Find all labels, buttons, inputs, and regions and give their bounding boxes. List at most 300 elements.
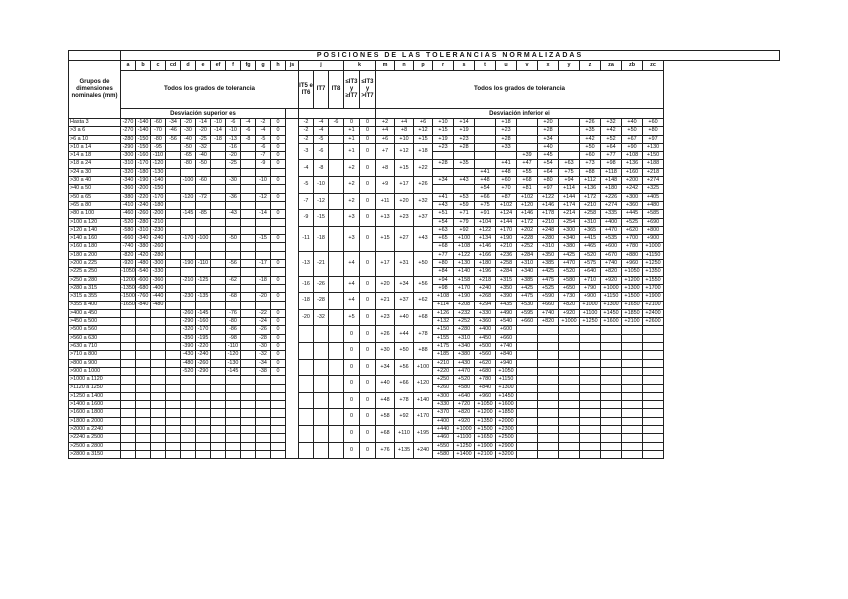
table-row [69, 61, 780, 71]
lower-dev-y: +63 [559, 160, 580, 168]
upper-dev-e [196, 243, 211, 251]
lower-dev-u: +600 [496, 326, 517, 334]
tolerance-table-sheet [68, 50, 780, 547]
lower-dev-r: +250 [433, 376, 454, 384]
lower-dev-t: +360 [475, 318, 496, 326]
upper-dev-a [121, 384, 136, 392]
upper-dev-fg [241, 376, 256, 384]
size-range: >1000 a 1120 [69, 376, 121, 384]
upper-dev-e [196, 168, 211, 176]
lower-dev-t [475, 135, 496, 143]
lower-dev-z: +1250 [580, 318, 601, 326]
upper-dev-cd [166, 276, 181, 284]
lower-dev-zc: +900 [643, 235, 664, 243]
j-dev: -18 [299, 293, 314, 310]
lower-dev-x: +146 [538, 201, 559, 209]
table-row [69, 409, 780, 417]
j-dev [329, 276, 344, 293]
upper-dev-fg: -8 [241, 135, 256, 143]
lower-dev-z: +35 [580, 127, 601, 135]
mnp-dev: +34 [376, 359, 395, 376]
size-range: >315 a 355 [69, 293, 121, 301]
it-grade-j: IT8 [329, 71, 344, 109]
mnp-dev: +110 [395, 425, 414, 442]
upper-dev-e [196, 409, 211, 417]
upper-dev-b: -280 [136, 218, 151, 226]
upper-dev-fg [241, 434, 256, 442]
size-range: >2240 a 2500 [69, 434, 121, 442]
lower-dev-u: +490 [496, 309, 517, 317]
lower-dev-s [454, 185, 475, 193]
upper-dev-cd [166, 177, 181, 185]
lower-dev-v [517, 143, 538, 151]
lower-dev-r [433, 168, 454, 176]
upper-dev-b [136, 384, 151, 392]
table-row [69, 376, 780, 384]
upper-dev-ef [211, 243, 226, 251]
upper-dev-a: -300 [121, 152, 136, 160]
lower-dev-s: +100 [454, 235, 475, 243]
lower-dev-zc: +130 [643, 143, 664, 151]
size-range: >1400 a 1600 [69, 401, 121, 409]
lower-dev-y: +1000 [559, 318, 580, 326]
upper-dev-e [196, 201, 211, 209]
mnp-dev: +135 [395, 442, 414, 459]
lower-dev-zc: +1550 [643, 276, 664, 284]
upper-dev-c: -80 [151, 135, 166, 143]
lower-dev-u: +315 [496, 276, 517, 284]
mnp-dev: +22 [414, 160, 433, 177]
lower-dev-z: +900 [580, 293, 601, 301]
upper-dev-fg [241, 160, 256, 168]
lower-dev-zc: +2600 [643, 318, 664, 326]
lower-dev-t: +91 [475, 210, 496, 218]
upper-dev-b [136, 401, 151, 409]
lower-dev-x: +34 [538, 135, 559, 143]
lower-dev-y [559, 152, 580, 160]
mnp-dev: +15 [395, 160, 414, 177]
upper-dev-e: -50 [196, 160, 211, 168]
lower-dev-z: +520 [580, 251, 601, 259]
upper-dev-fg [241, 210, 256, 218]
j-dev: -7 [299, 193, 314, 210]
upper-dev-h: 0 [271, 152, 286, 160]
upper-dev-h [271, 417, 286, 425]
upper-dev-fg [241, 177, 256, 185]
lower-dev-s: +170 [454, 284, 475, 292]
table-row [69, 177, 780, 185]
upper-dev-d [181, 218, 196, 226]
group-header: Grupos de dimensiones nominales (mm) [69, 61, 121, 119]
lower-dev-za [601, 434, 622, 442]
upper-dev-e: -20 [196, 127, 211, 135]
j-dev [299, 392, 314, 409]
lower-dev-za [601, 326, 622, 334]
lower-dev-x [538, 425, 559, 433]
j-dev: -4 [299, 160, 314, 177]
upper-dev-d [181, 301, 196, 309]
upper-dev-ef [211, 218, 226, 226]
lower-dev-t: +960 [475, 392, 496, 400]
upper-dev-ef [211, 226, 226, 234]
upper-dev-fg [241, 351, 256, 359]
lower-dev-s: +23 [454, 135, 475, 143]
upper-dev-f: -86 [226, 326, 241, 334]
upper-dev-b: -170 [136, 160, 151, 168]
upper-dev-d [181, 392, 196, 400]
lower-dev-z [580, 392, 601, 400]
j-dev [299, 326, 314, 343]
mnp-dev: +12 [395, 143, 414, 160]
upper-dev-ef [211, 367, 226, 375]
k-dev: 0 [360, 210, 376, 227]
upper-dev-f [226, 434, 241, 442]
upper-dev-g: -5 [256, 135, 271, 143]
upper-dev-d: -20 [181, 119, 196, 127]
upper-dev-cd [166, 235, 181, 243]
lower-dev-y [559, 359, 580, 367]
upper-dev-d [181, 409, 196, 417]
upper-dev-f [226, 226, 241, 234]
lower-dev-zb: +50 [622, 127, 643, 135]
upper-dev-d: -170 [181, 235, 196, 243]
upper-dev-cd: -56 [166, 135, 181, 143]
lower-dev-zc: +150 [643, 152, 664, 160]
upper-dev-b: -150 [136, 135, 151, 143]
lower-dev-z [580, 409, 601, 417]
lower-dev-zb: +1650 [622, 301, 643, 309]
lower-dev-z: +415 [580, 235, 601, 243]
upper-dev-cd: -34 [166, 119, 181, 127]
lower-dev-r: +400 [433, 417, 454, 425]
lower-dev-r: +65 [433, 235, 454, 243]
upper-dev-h [271, 409, 286, 417]
lower-dev-t: +560 [475, 351, 496, 359]
upper-dev-c [151, 442, 166, 450]
upper-dev-a: -580 [121, 226, 136, 234]
upper-dev-f: -80 [226, 318, 241, 326]
upper-dev-d: -290 [181, 318, 196, 326]
upper-dev-f: -62 [226, 276, 241, 284]
k-dev: +1 [344, 143, 360, 160]
lower-dev-za: +226 [601, 193, 622, 201]
lower-dev-z: +60 [580, 152, 601, 160]
lower-dev-y: +144 [559, 193, 580, 201]
upper-dev-f: -6 [226, 119, 241, 127]
lower-dev-r: +440 [433, 425, 454, 433]
table-row [69, 127, 780, 135]
upper-dev-fg: -6 [241, 127, 256, 135]
lower-dev-y [559, 376, 580, 384]
mnp-dev: +170 [414, 409, 433, 426]
letter-z: z [580, 61, 601, 71]
upper-dev-cd [166, 160, 181, 168]
lower-dev-r: +15 [433, 127, 454, 135]
upper-dev-d: -145 [181, 210, 196, 218]
upper-dev-d [181, 243, 196, 251]
upper-dev-f [226, 251, 241, 259]
lower-dev-v [517, 119, 538, 127]
lower-dev-z [580, 442, 601, 450]
lower-dev-r: +220 [433, 367, 454, 375]
size-range: >1250 a 1400 [69, 392, 121, 400]
lower-dev-zc: +1000 [643, 243, 664, 251]
upper-dev-h [271, 376, 286, 384]
upper-dev-ef [211, 185, 226, 193]
lower-dev-u: +124 [496, 210, 517, 218]
lower-dev-v [517, 351, 538, 359]
lower-dev-r: +132 [433, 318, 454, 326]
lower-dev-s: +35 [454, 160, 475, 168]
lower-dev-z [580, 326, 601, 334]
upper-dev-c: -200 [151, 210, 166, 218]
lower-dev-zb [622, 450, 643, 458]
lower-dev-s: +130 [454, 260, 475, 268]
lower-dev-zb: +90 [622, 143, 643, 151]
it-grade-j: IT5 e IT6 [299, 71, 314, 109]
lower-dev-za: +52 [601, 135, 622, 143]
lower-dev-r: +108 [433, 293, 454, 301]
lower-dev-x: +820 [538, 318, 559, 326]
size-range: >80 a 100 [69, 210, 121, 218]
upper-dev-b: -140 [136, 127, 151, 135]
k-dev: 0 [344, 343, 360, 360]
lower-dev-s: +14 [454, 119, 475, 127]
k-dev: 0 [360, 119, 376, 127]
size-range: >450 a 500 [69, 318, 121, 326]
lower-dev-z [580, 343, 601, 351]
lower-dev-zb: +108 [622, 152, 643, 160]
lower-dev-r: +185 [433, 351, 454, 359]
k-dev: 0 [360, 226, 376, 251]
upper-dev-h: 0 [271, 135, 286, 143]
k-dev: +3 [344, 210, 360, 227]
k-dev: 0 [344, 326, 360, 343]
upper-dev-g: -20 [256, 293, 271, 301]
lower-dev-x [538, 351, 559, 359]
upper-dev-f: -130 [226, 359, 241, 367]
mnp-dev: +31 [395, 251, 414, 276]
lower-dev-x: +28 [538, 127, 559, 135]
letter-x: x [538, 61, 559, 71]
mnp-dev: +195 [414, 425, 433, 442]
upper-dev-cd [166, 201, 181, 209]
lower-dev-zb [622, 434, 643, 442]
upper-dev-g [256, 442, 271, 450]
lower-dev-v: +284 [517, 251, 538, 259]
letter-m: m [376, 61, 395, 71]
j-dev [329, 409, 344, 426]
upper-dev-cd [166, 409, 181, 417]
upper-dev-g: -14 [256, 210, 271, 218]
lower-dev-z: +112 [580, 177, 601, 185]
upper-dev-g [256, 434, 271, 442]
lower-dev-zb: +200 [622, 177, 643, 185]
upper-dev-ef [211, 268, 226, 276]
upper-dev-e: -40 [196, 152, 211, 160]
upper-dev-fg [241, 450, 256, 458]
lower-dev-zc: +1250 [643, 260, 664, 268]
letter-g: g [256, 61, 271, 71]
lower-dev-zc [643, 334, 664, 342]
lower-dev-t: +294 [475, 301, 496, 309]
lower-dev-u: +48 [496, 168, 517, 176]
upper-dev-e: -290 [196, 367, 211, 375]
upper-dev-b: -200 [136, 185, 151, 193]
size-range: >280 a 315 [69, 284, 121, 292]
mnp-dev: +68 [376, 425, 395, 442]
lower-dev-v: +39 [517, 152, 538, 160]
lower-dev-y [559, 343, 580, 351]
upper-dev-fg [241, 392, 256, 400]
k-dev: +3 [344, 226, 360, 251]
upper-dev-ef [211, 143, 226, 151]
upper-dev-b: -180 [136, 168, 151, 176]
mnp-dev: +56 [395, 359, 414, 376]
lower-dev-z: +73 [580, 160, 601, 168]
lower-dev-x: +350 [538, 251, 559, 259]
lower-dev-x [538, 401, 559, 409]
lower-dev-x [538, 376, 559, 384]
upper-dev-h: 0 [271, 326, 286, 334]
lower-dev-s: +920 [454, 417, 475, 425]
lower-dev-t: +104 [475, 218, 496, 226]
upper-dev-h: 0 [271, 309, 286, 317]
mnp-dev: +4 [395, 119, 414, 127]
mnp-dev: +4 [376, 127, 395, 135]
upper-dev-ef [211, 401, 226, 409]
upper-dev-b [136, 450, 151, 458]
lower-dev-zc [643, 442, 664, 450]
upper-dev-a: -920 [121, 260, 136, 268]
lower-dev-x: +178 [538, 210, 559, 218]
upper-dev-c [151, 409, 166, 417]
lower-dev-v [517, 135, 538, 143]
lower-dev-za: +1300 [601, 301, 622, 309]
it-grade-k: ≤IT3 y ≥IT7 [344, 71, 360, 109]
lower-dev-zc: +2100 [643, 301, 664, 309]
upper-dev-d [181, 185, 196, 193]
lower-dev-z: +310 [580, 218, 601, 226]
upper-dev-a [121, 409, 136, 417]
upper-dev-c: -240 [151, 235, 166, 243]
lower-dev-za [601, 392, 622, 400]
upper-dev-fg [241, 276, 256, 284]
upper-dev-d [181, 251, 196, 259]
upper-dev-cd [166, 284, 181, 292]
upper-dev-e [196, 376, 211, 384]
upper-dev-e: -135 [196, 293, 211, 301]
k-dev: 0 [360, 392, 376, 409]
lower-dev-t: +54 [475, 185, 496, 193]
upper-dev-d [181, 376, 196, 384]
upper-dev-ef [211, 284, 226, 292]
lower-dev-y: +425 [559, 251, 580, 259]
lower-dev-za: +118 [601, 168, 622, 176]
upper-dev-cd [166, 434, 181, 442]
letter-j: j [299, 61, 344, 71]
k-dev: 0 [344, 376, 360, 393]
lower-dev-y [559, 384, 580, 392]
j-dev [314, 343, 329, 360]
upper-dev-cd [166, 425, 181, 433]
upper-dev-h: 0 [271, 177, 286, 185]
k-dev: 0 [344, 442, 360, 459]
table-row [69, 276, 780, 284]
lower-dev-y [559, 143, 580, 151]
lower-dev-zc [643, 425, 664, 433]
lower-dev-zb [622, 343, 643, 351]
k-dev: 0 [360, 425, 376, 442]
upper-dev-b [136, 351, 151, 359]
lower-dev-u: +1050 [496, 367, 517, 375]
lower-dev-x [538, 367, 559, 375]
j-dev [329, 309, 344, 326]
k-dev: +4 [344, 276, 360, 293]
size-range: >120 a 140 [69, 226, 121, 234]
upper-dev-d [181, 425, 196, 433]
lower-dev-y: +94 [559, 177, 580, 185]
lower-dev-zb: +1200 [622, 276, 643, 284]
lower-dev-z [580, 450, 601, 458]
size-range: >6 a 10 [69, 135, 121, 143]
all-grades-upper-label: Todos los grados de tolerancia [121, 71, 299, 109]
lower-dev-zb: +1500 [622, 293, 643, 301]
upper-dev-c: -330 [151, 268, 166, 276]
lower-dev-r: +370 [433, 409, 454, 417]
upper-dev-c [151, 309, 166, 317]
upper-dev-fg [241, 251, 256, 259]
upper-dev-h: 0 [271, 318, 286, 326]
lower-dev-s: +1100 [454, 434, 475, 442]
lower-dev-z [580, 359, 601, 367]
letter-e: e [196, 61, 211, 71]
upper-dev-e: -170 [196, 326, 211, 334]
j-dev [329, 177, 344, 194]
lower-dev-t: +1200 [475, 409, 496, 417]
lower-dev-x: +525 [538, 284, 559, 292]
lower-dev-y: +580 [559, 276, 580, 284]
table-row [69, 326, 780, 334]
lower-dev-zc: +585 [643, 210, 664, 218]
mnp-dev: +11 [376, 193, 395, 210]
letter-k: k [344, 61, 376, 71]
table-row [69, 143, 780, 151]
size-range: >18 a 24 [69, 160, 121, 168]
upper-dev-cd [166, 301, 181, 309]
lower-dev-zc [643, 376, 664, 384]
upper-dev-cd [166, 384, 181, 392]
upper-dev-c [151, 425, 166, 433]
lower-dev-y: +214 [559, 210, 580, 218]
j-dev [329, 392, 344, 409]
k-dev: +5 [344, 309, 360, 326]
upper-dev-f [226, 284, 241, 292]
lower-dev-za [601, 384, 622, 392]
lower-dev-r: +43 [433, 201, 454, 209]
upper-dev-h: 0 [271, 235, 286, 243]
size-range: >800 a 900 [69, 359, 121, 367]
upper-dev-fg [241, 318, 256, 326]
upper-dev-c [151, 401, 166, 409]
lower-dev-r: +300 [433, 392, 454, 400]
size-range: >250 a 280 [69, 276, 121, 284]
upper-dev-c: -140 [151, 177, 166, 185]
upper-dev-a: -740 [121, 243, 136, 251]
lower-dev-s: +122 [454, 251, 475, 259]
upper-dev-g [256, 425, 271, 433]
upper-dev-ef: -14 [211, 127, 226, 135]
